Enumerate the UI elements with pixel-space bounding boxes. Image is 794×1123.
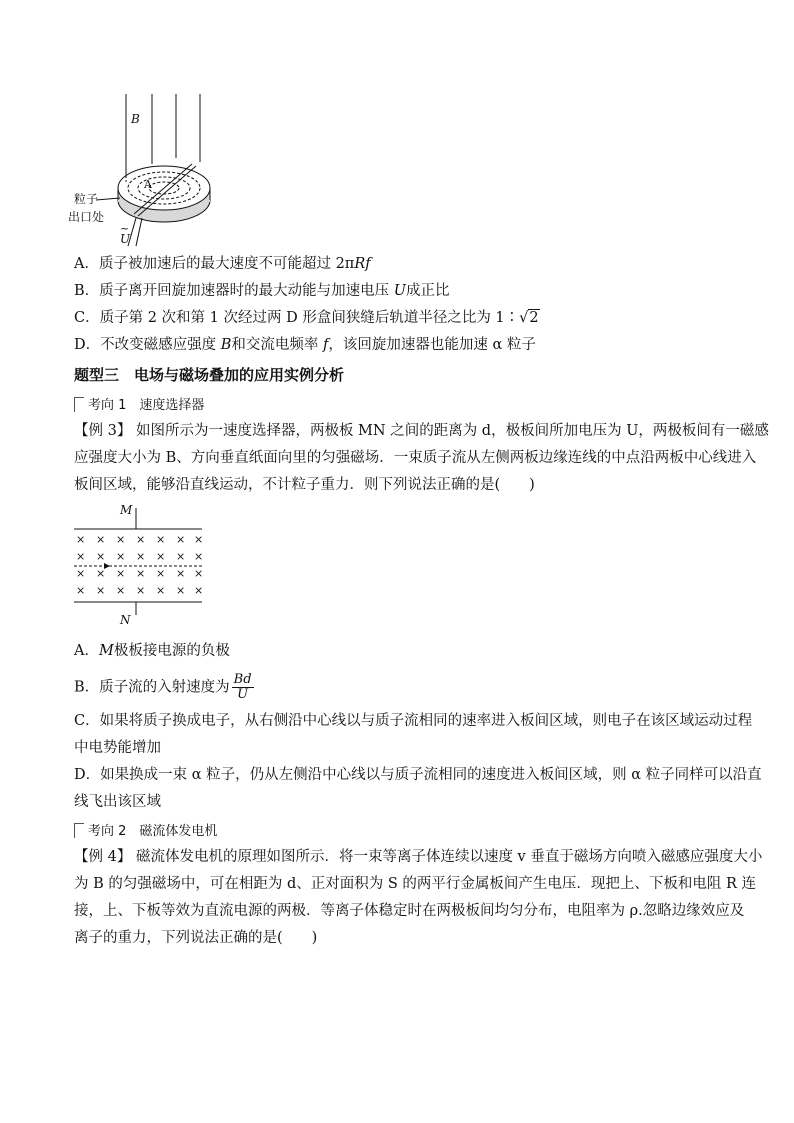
ex4-line1: 【例 4】 磁流体发电机的原理如图所示．将一束等离子体连续以速度 v 垂直于磁场方向喷入磁感应强度大小 [74, 849, 763, 865]
field-cross: × [136, 533, 146, 546]
field-cross: × [116, 550, 126, 563]
field-cross: × [176, 567, 186, 580]
field-cross: × [176, 550, 186, 563]
q3-option-d-line1: D．如果换成一束 α 粒子，仍从左侧沿中心线以与质子流相同的速度进入板间区域，则 α 粒子同样可以沿直 [74, 767, 762, 783]
field-cross: × [116, 584, 126, 597]
field-cross: × [156, 533, 166, 546]
cyclotron-diagram [74, 94, 244, 250]
field-cross: × [96, 533, 106, 546]
ex3-line1: 【例 3】 如图所示为一速度选择器，两极板 MN 之间的距离为 d，极板间所加电压为 U，两极板间有一磁感 [74, 423, 769, 439]
kaoxiang-1: 考向 1 速度选择器 [74, 394, 274, 414]
field-cross: × [76, 567, 86, 580]
field-cross: × [136, 567, 146, 580]
label-A: A [144, 178, 152, 191]
q3-option-b: B．质子流的入射速度为 $\frac{Bd}{U}$ [74, 672, 252, 702]
ex4-line4: 离子的重力，下列说法正确的是( ) [74, 930, 318, 946]
field-cross: × [136, 550, 146, 563]
ex3-line2: 应强度大小为 B、方向垂直纸面向里的匀强磁场．一束质子流从左侧两板边缘连线的中点沿两板中心线进入 [74, 450, 757, 466]
field-cross: × [194, 550, 204, 563]
cyclotron-figure [68, 94, 244, 250]
field-cross: × [156, 584, 166, 597]
field-cross: × [116, 533, 126, 546]
field-cross: × [96, 550, 106, 563]
field-cross: × [176, 533, 186, 546]
q3-option-c-line2: 中电势能增加 [74, 740, 161, 756]
fraction-bd-over-u: $\frac{Bd}{U}$ [233, 672, 252, 702]
q3-option-c-line1: C．如果将质子换成电子，从右侧沿中心线以与质子流相同的速率进入板间区域，则电子在该区域运动过程 [74, 713, 753, 729]
label-U: U [120, 232, 131, 246]
q1-option-c: C．质子第 2 次和第 1 次经过两 D 形盒间狭缝后轨道半径之比为 1∶√2 [74, 307, 540, 329]
velocity-selector-diagram [74, 503, 204, 628]
label-B: B [131, 112, 140, 126]
field-cross: × [176, 584, 186, 597]
sqrt-two: √2 [519, 310, 539, 326]
label-M: M [120, 503, 133, 517]
field-cross: × [136, 584, 146, 597]
field-cross: × [96, 567, 106, 580]
field-cross: × [194, 533, 204, 546]
ex3-line3: 板间区域，能够沿直线运动，不计粒子重力．则下列说法正确的是( ) [74, 477, 535, 493]
field-cross: × [156, 550, 166, 563]
field-cross: × [156, 567, 166, 580]
q3-option-a-letter: A． [74, 643, 99, 659]
section-title: 题型三 电场与磁场叠加的应用实例分析 [74, 366, 345, 384]
ex4-line2: 为 B 的匀强磁场中，可在相距为 d、正对面积为 S 的两平行金属板间产生电压．现把上、下板和电阻 R 连 [74, 876, 757, 892]
q3-option-a: A．M极板接电源的负极 [74, 643, 230, 659]
kaoxiang-2: 考向 2 磁流体发电机 [74, 820, 274, 840]
label-exit: 出口处 [68, 210, 105, 224]
field-cross: × [116, 567, 126, 580]
ex4-line3: 接，上、下板等效为直流电源的两极．等离子体稳定时在两极板间均匀分布，电阻率为 ρ.忽略边缘效应及 [74, 903, 745, 919]
q1-option-d: D．不改变磁感应强度 B和交流电频率 f，该回旋加速器也能加速 α 粒子 [74, 337, 536, 353]
label-N: N [120, 613, 131, 627]
q1-option-a: A．质子被加速后的最大速度不可能超过 2πRf [74, 256, 371, 272]
field-cross: × [76, 584, 86, 597]
field-cross: × [96, 584, 106, 597]
velocity-selector-figure [74, 503, 204, 628]
field-cross: × [76, 533, 86, 546]
field-cross: × [194, 567, 204, 580]
field-cross: × [76, 550, 86, 563]
label-U-tilde: ~ [120, 222, 130, 235]
q1-option-b: B．质子离开回旋加速器时的最大动能与加速电压 U成正比 [74, 283, 450, 299]
field-cross: × [194, 584, 204, 597]
label-particle: 粒子 [74, 192, 99, 206]
q3-option-d-line2: 线飞出该区域 [74, 794, 161, 810]
